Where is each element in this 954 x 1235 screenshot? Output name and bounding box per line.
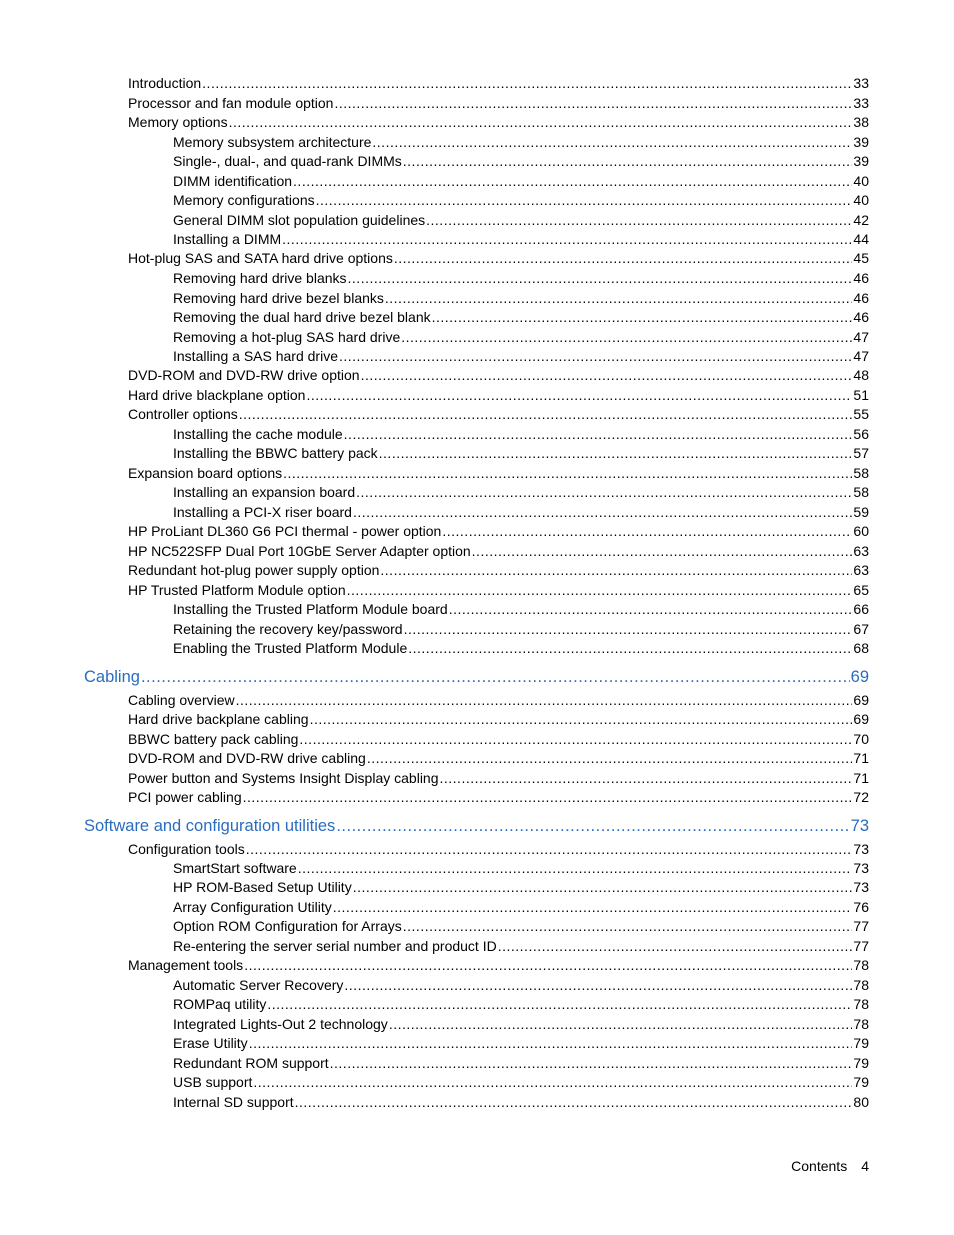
- toc-entry-title: Installing the Trusted Platform Module board: [173, 601, 448, 617]
- toc-entry[interactable]: [128, 406, 869, 426]
- dot-leader: [267, 996, 852, 1012]
- toc-entry-page: 80: [853, 1094, 869, 1110]
- toc-entry-title: Cabling: [84, 668, 140, 686]
- toc-entry-title: Installing the BBWC battery pack: [173, 445, 378, 461]
- toc-entry-title: Installing a PCI-X riser board: [173, 504, 352, 520]
- toc-entry-page: 65: [853, 582, 869, 598]
- toc-entry[interactable]: [128, 543, 869, 563]
- toc-entry-page: 70: [853, 731, 869, 747]
- dot-leader: [356, 484, 852, 500]
- dot-leader: [298, 860, 853, 876]
- toc-entry-title: Redundant hot-plug power supply option: [128, 562, 380, 578]
- toc-entry-page: 76: [853, 899, 869, 915]
- dot-leader: [442, 523, 852, 539]
- toc-entry-title: General DIMM slot population guidelines: [173, 212, 426, 228]
- dot-leader: [282, 231, 852, 247]
- toc-entry-page: 45: [853, 250, 869, 266]
- dot-leader: [141, 668, 850, 687]
- toc-entry-title: USB support: [173, 1074, 253, 1090]
- toc-entry-page: 78: [853, 977, 869, 993]
- toc-entry-title: HP Trusted Platform Module option: [128, 582, 346, 598]
- toc-entry-page: 78: [853, 1016, 869, 1032]
- toc-entry-page: 46: [853, 290, 869, 306]
- toc-entry[interactable]: [173, 977, 869, 997]
- toc-entry-title: Enabling the Trusted Platform Module: [173, 640, 408, 656]
- toc-entry-page: 63: [853, 562, 869, 578]
- toc-entry-title: Removing a hot-plug SAS hard drive: [173, 329, 401, 345]
- toc-entry[interactable]: [173, 348, 869, 368]
- dot-leader: [239, 406, 853, 422]
- page-footer: [791, 1158, 869, 1174]
- dot-leader: [372, 134, 852, 150]
- dot-leader: [394, 250, 853, 266]
- toc-entry-title: Memory options: [128, 114, 228, 130]
- dot-leader: [299, 731, 852, 747]
- toc-entry[interactable]: [173, 153, 869, 173]
- toc-entry-title: Processor and fan module option: [128, 95, 334, 111]
- toc-entry-title: Internal SD support: [173, 1094, 294, 1110]
- toc-entry[interactable]: [173, 134, 869, 154]
- toc-entry-page: 40: [853, 173, 869, 189]
- dot-leader: [432, 309, 853, 325]
- dot-leader: [253, 1074, 852, 1090]
- toc-entry[interactable]: [173, 445, 869, 465]
- toc-entry-page: 73: [853, 879, 869, 895]
- toc-entry-page: 79: [853, 1055, 869, 1071]
- toc-entry[interactable]: [173, 601, 869, 621]
- toc-entry-page: 71: [853, 770, 869, 786]
- dot-leader: [336, 817, 849, 836]
- toc-entry-page: 47: [853, 348, 869, 364]
- dot-leader: [379, 445, 853, 461]
- toc-entry-page: 60: [853, 523, 869, 539]
- toc-entry[interactable]: [128, 367, 869, 387]
- toc-entry-page: 33: [853, 95, 869, 111]
- toc-entry-title: Single-, dual-, and quad-rank DIMMs: [173, 153, 402, 169]
- toc-entry-title: Installing an expansion board: [173, 484, 356, 500]
- toc-entry[interactable]: [173, 899, 869, 919]
- toc-entry-title: Removing hard drive bezel blanks: [173, 290, 384, 306]
- toc-entry[interactable]: [173, 173, 869, 193]
- toc-entry[interactable]: [128, 562, 869, 582]
- toc-entry-page: 56: [853, 426, 869, 442]
- toc-entry-page: 63: [853, 543, 869, 559]
- toc-entry[interactable]: [128, 250, 869, 270]
- toc-entry[interactable]: [128, 692, 869, 712]
- toc-entry[interactable]: [173, 1016, 869, 1036]
- toc-entry[interactable]: [173, 192, 869, 212]
- toc-entry-page: 46: [853, 309, 869, 325]
- dot-leader: [401, 329, 852, 345]
- toc-entry[interactable]: [173, 1094, 869, 1114]
- dot-leader: [344, 977, 852, 993]
- toc-section-heading[interactable]: [84, 817, 869, 841]
- toc-entry-title: Software and configuration utilities: [84, 817, 336, 835]
- toc-entry[interactable]: [173, 270, 869, 290]
- toc-entry-title: Power button and Systems Insight Display cabling: [128, 770, 439, 786]
- toc-entry-title: Hot-plug SAS and SATA hard drive options: [128, 250, 393, 266]
- dot-leader: [498, 938, 853, 954]
- dot-leader: [426, 212, 852, 228]
- toc-entry[interactable]: [173, 996, 869, 1016]
- toc-entry[interactable]: [173, 329, 869, 349]
- toc-entry-page: 73: [853, 860, 869, 876]
- toc-entry[interactable]: [173, 621, 869, 641]
- toc-entry-title: Hard drive blackplane option: [128, 387, 306, 403]
- toc-entry-page: 55: [853, 406, 869, 422]
- toc-entry[interactable]: [128, 731, 869, 751]
- toc-entry-title: Option ROM Configuration for Arrays: [173, 918, 402, 934]
- toc-entry-title: Redundant ROM support: [173, 1055, 329, 1071]
- toc-entry[interactable]: [173, 290, 869, 310]
- dot-leader: [244, 957, 852, 973]
- dot-leader: [348, 270, 853, 286]
- toc-entry-page: 44: [853, 231, 869, 247]
- toc-entry-page: 71: [853, 750, 869, 766]
- toc-entry[interactable]: [128, 387, 869, 407]
- dot-leader: [408, 640, 852, 656]
- dot-leader: [310, 711, 853, 727]
- toc-entry-title: Installing the cache module: [173, 426, 343, 442]
- toc-entry-title: DIMM identification: [173, 173, 293, 189]
- toc-entry[interactable]: [173, 504, 869, 524]
- toc-entry-page: 66: [853, 601, 869, 617]
- dot-leader: [246, 841, 853, 857]
- toc-entry-page: 39: [853, 153, 869, 169]
- toc-entry-page: 51: [853, 387, 869, 403]
- toc-entry-page: 48: [853, 367, 869, 383]
- dot-leader: [339, 348, 852, 364]
- toc-entry[interactable]: [173, 640, 869, 660]
- dot-leader: [243, 789, 853, 805]
- toc-entry-title: Automatic Server Recovery: [173, 977, 344, 993]
- dot-leader: [385, 290, 853, 306]
- toc-entry[interactable]: [128, 75, 869, 95]
- toc-entry[interactable]: [173, 484, 869, 504]
- dot-leader: [440, 770, 853, 786]
- toc-entry-page: 47: [853, 329, 869, 345]
- dot-leader: [353, 879, 853, 895]
- toc-entry-page: 39: [853, 134, 869, 150]
- dot-leader: [229, 114, 853, 130]
- toc-entry-page: 73: [853, 841, 869, 857]
- dot-leader: [293, 173, 852, 189]
- toc-entry-title: HP ROM-Based Setup Utility: [173, 879, 352, 895]
- toc-entry-title: Management tools: [128, 957, 244, 973]
- dot-leader: [249, 1035, 853, 1051]
- toc-entry[interactable]: [173, 938, 869, 958]
- toc-entry-title: HP NC522SFP Dual Port 10GbE Server Adapter option: [128, 543, 471, 559]
- toc-entry-page: 58: [853, 484, 869, 500]
- dot-leader: [353, 504, 852, 520]
- footer-label: Contents: [791, 1158, 848, 1174]
- toc-entry[interactable]: [173, 426, 869, 446]
- toc-entry[interactable]: [128, 957, 869, 977]
- toc-entry[interactable]: [128, 770, 869, 790]
- toc-entry-title: Removing the dual hard drive bezel blank: [173, 309, 431, 325]
- toc-entry-title: Introduction: [128, 75, 202, 91]
- toc-entry[interactable]: [128, 750, 869, 770]
- toc-entry-page: 67: [853, 621, 869, 637]
- toc-entry-title: Memory subsystem architecture: [173, 134, 372, 150]
- dot-leader: [472, 543, 853, 559]
- toc-entry-page: 78: [853, 957, 869, 973]
- toc-entry-title: Re-entering the server serial number and product ID: [173, 938, 497, 954]
- dot-leader: [333, 899, 853, 915]
- toc-entry[interactable]: [173, 860, 869, 880]
- dot-leader: [316, 192, 853, 208]
- toc-entry[interactable]: [128, 114, 869, 134]
- dot-leader: [449, 601, 853, 617]
- dot-leader: [389, 1016, 853, 1032]
- dot-leader: [330, 1055, 853, 1071]
- toc-entry-title: BBWC battery pack cabling: [128, 731, 299, 747]
- toc-entry-title: Cabling overview: [128, 692, 235, 708]
- toc-entry-title: Array Configuration Utility: [173, 899, 332, 915]
- toc-entry-title: ROMPaq utility: [173, 996, 267, 1012]
- toc-entry-page: 58: [853, 465, 869, 481]
- toc-entry-page: 68: [853, 640, 869, 656]
- toc-entry-title: Controller options: [128, 406, 238, 422]
- toc-entry[interactable]: [173, 1074, 869, 1094]
- toc-entry[interactable]: [128, 465, 869, 485]
- toc-entry-page: 69: [853, 711, 869, 727]
- toc-entry-page: 77: [853, 918, 869, 934]
- dot-leader: [334, 95, 852, 111]
- toc-entry-title: Installing a SAS hard drive: [173, 348, 338, 364]
- toc-entry-page: 38: [853, 114, 869, 130]
- toc-entry-title: Erase Utility: [173, 1035, 248, 1051]
- toc-entry-page: 78: [853, 996, 869, 1012]
- toc-entry[interactable]: [173, 212, 869, 232]
- dot-leader: [236, 692, 853, 708]
- toc-entry[interactable]: [128, 841, 869, 861]
- dot-leader: [306, 387, 852, 403]
- toc-entry[interactable]: [128, 789, 869, 809]
- dot-leader: [344, 426, 853, 442]
- toc-entry-title: Configuration tools: [128, 841, 245, 857]
- dot-leader: [347, 582, 853, 598]
- toc-section-heading[interactable]: [84, 668, 869, 692]
- toc-entry[interactable]: [128, 711, 869, 731]
- toc-entry-page: 33: [853, 75, 869, 91]
- dot-leader: [403, 918, 853, 934]
- toc-entry-title: DVD-ROM and DVD-RW drive option: [128, 367, 360, 383]
- toc-entry-page: 77: [853, 938, 869, 954]
- dot-leader: [367, 750, 853, 766]
- toc-entry-page: 79: [853, 1074, 869, 1090]
- toc-entry[interactable]: [128, 95, 869, 115]
- toc-entry-title: Removing hard drive blanks: [173, 270, 347, 286]
- toc-entry-title: Hard drive backplane cabling: [128, 711, 309, 727]
- dot-leader: [283, 465, 852, 481]
- toc-entry-page: 72: [853, 789, 869, 805]
- toc-entry-title: SmartStart software: [173, 860, 297, 876]
- toc-entry[interactable]: [173, 918, 869, 938]
- toc-entry-page: 59: [853, 504, 869, 520]
- toc-entry-title: Installing a DIMM: [173, 231, 282, 247]
- toc-entry-title: Expansion board options: [128, 465, 283, 481]
- toc-entry-title: Integrated Lights-Out 2 technology: [173, 1016, 388, 1032]
- toc-entry-page: 40: [853, 192, 869, 208]
- toc-entry[interactable]: [128, 523, 869, 543]
- dot-leader: [202, 75, 852, 91]
- toc-entry-title: DVD-ROM and DVD-RW drive cabling: [128, 750, 366, 766]
- toc-entry-title: Memory configurations: [173, 192, 315, 208]
- toc-entry-page: 73: [850, 817, 869, 835]
- toc-entry-title: HP ProLiant DL360 G6 PCI thermal - power option: [128, 523, 442, 539]
- dot-leader: [380, 562, 852, 578]
- dot-leader: [361, 367, 853, 383]
- toc-entry[interactable]: [173, 1055, 869, 1075]
- toc-entry[interactable]: [173, 1035, 869, 1055]
- toc-entry[interactable]: [173, 231, 869, 251]
- dot-leader: [295, 1094, 853, 1110]
- toc-entry-title: PCI power cabling: [128, 789, 242, 805]
- toc-entry-page: 69: [850, 668, 869, 686]
- toc-entry-page: 69: [853, 692, 869, 708]
- toc-entry[interactable]: [128, 582, 869, 602]
- toc-entry-page: 42: [853, 212, 869, 228]
- toc-entry-page: 46: [853, 270, 869, 286]
- footer-page-number: 4: [861, 1158, 869, 1174]
- toc-entry-page: 79: [853, 1035, 869, 1051]
- dot-leader: [403, 153, 853, 169]
- dot-leader: [404, 621, 853, 637]
- toc-entry[interactable]: [173, 309, 869, 329]
- toc-entry-page: 57: [853, 445, 869, 461]
- toc-entry-title: Retaining the recovery key/password: [173, 621, 403, 637]
- toc-entry[interactable]: [173, 879, 869, 899]
